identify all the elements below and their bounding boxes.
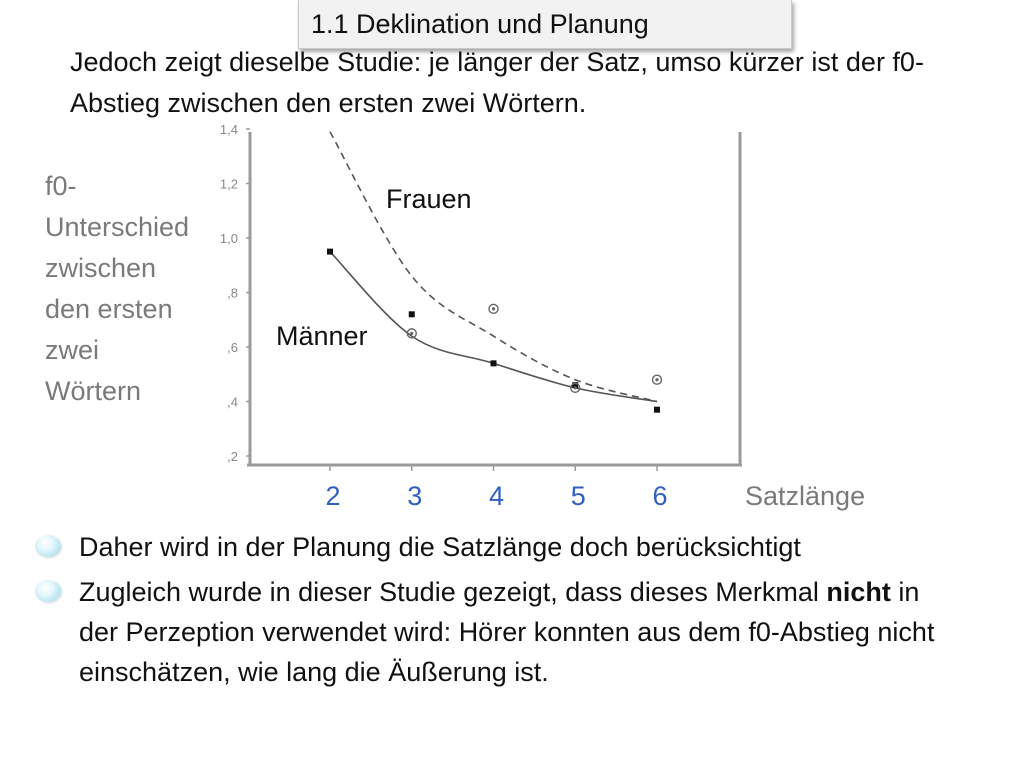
maenner-curve bbox=[330, 252, 657, 402]
maenner-point bbox=[491, 360, 497, 366]
frauen-point-center bbox=[655, 378, 658, 381]
y-axis-label-line: Wörtern bbox=[45, 376, 142, 406]
y-tick-label: ,2 bbox=[227, 449, 238, 464]
y-axis-label-line: zwischen bbox=[45, 253, 157, 283]
y-tick-label: ,4 bbox=[227, 394, 238, 410]
y-tick-label: ,6 bbox=[227, 340, 238, 355]
x-axis-label: Satzlänge bbox=[745, 481, 866, 511]
x-tick-label: 4 bbox=[488, 481, 505, 511]
frauen-point-center bbox=[410, 332, 413, 335]
maenner-point bbox=[654, 407, 660, 413]
x-tick-label: 5 bbox=[570, 481, 586, 511]
y-axis-label-line: Unterschied bbox=[45, 212, 190, 242]
bullet-text-2 bbox=[79, 572, 939, 692]
y-axis-label-line: den ersten bbox=[45, 294, 173, 324]
y-axis-label-line: f0- bbox=[45, 171, 77, 201]
intro-text: Jedoch zeigt dieselbe Studie: je länger der Satz, umso kürzer ist der f0-Abstieg zwischen den ersten zwei Wörtern. bbox=[70, 47, 924, 118]
x-tick-label: 6 bbox=[652, 481, 668, 511]
series-label-maenner: Männer bbox=[276, 321, 368, 351]
frauen-point-center bbox=[574, 386, 577, 389]
bullet-dot-icon bbox=[35, 580, 61, 602]
series-label-frauen: Frauen bbox=[386, 184, 472, 214]
y-axis-label-line: zwei bbox=[45, 335, 100, 365]
slide-title: 1.1 Deklination und Planung bbox=[298, 0, 792, 49]
bullet-text-2-pre: Zugleich wurde in dieser Studie gezeigt, dass dieses Merkmal bbox=[79, 577, 827, 607]
frauen-point-center bbox=[492, 307, 495, 310]
y-tick-label: ,8 bbox=[227, 285, 238, 301]
bullet-dot-icon bbox=[35, 535, 61, 557]
maenner-point bbox=[409, 311, 415, 317]
y-tick-label: 1,0 bbox=[219, 231, 238, 246]
bullet-text-1: Daher wird in der Planung die Satzlänge doch berücksichtigt bbox=[79, 532, 801, 562]
maenner-point bbox=[327, 249, 333, 255]
x-tick-label: 2 bbox=[325, 481, 341, 511]
y-tick-label: 1,2 bbox=[219, 176, 238, 192]
x-tick-label: 3 bbox=[407, 481, 423, 511]
bullet-text-2-bold: nicht bbox=[826, 577, 891, 607]
bullet-text-2-post: in der Perzeption verwendet wird: Hörer konnten aus dem f0-Abstieg nicht einschätzen, wie lang die Äußerung ist. bbox=[79, 577, 935, 687]
y-tick-label: 1,4 bbox=[219, 122, 238, 137]
